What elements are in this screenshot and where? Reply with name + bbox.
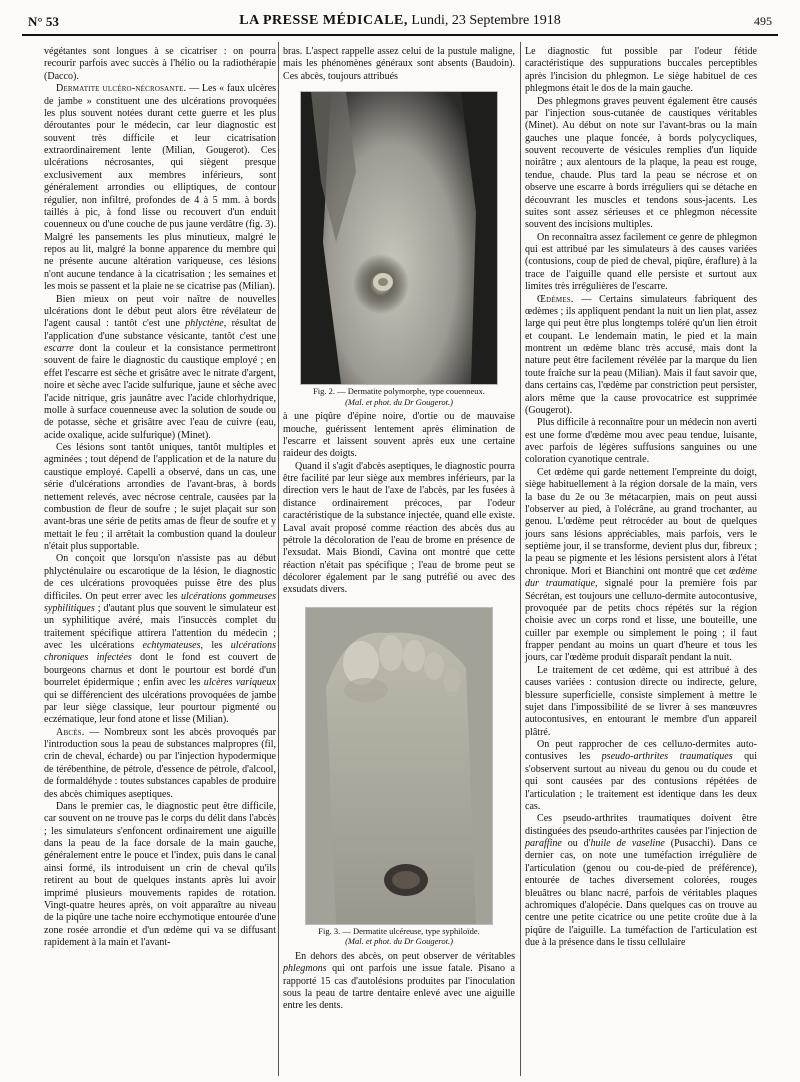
paragraph: On peut rapprocher de ces celluло-dermites auto-contusives les pseudo-arthrites traumatiques qui s'observent surtout au niveau du genou ou du coude et qui sont causées par des contusions répétées de l'articulation ; le traitement est identique dans les deux cas. bbox=[525, 739, 757, 812]
paragraph: Dans le premier cas, le diagnostic peut être difficile, car souvent on ne trouve pas le corps du délit dans l'abcès ; les simulateurs s'enfoncent ordinairement une aiguille dans la peau de la face dorsale de la main gauche, généralement entre le pouce et l'index, puis dans le canal ainsi formé, ils introduisent un crin de cheval qu'ils retirent au bout de quelques instants après lui avoir imprimé plusieurs mouvements rapides de rotation. Vingt-quatre heures après, on voit apparaître au niveau de la piqûre une tache noire ecchymotique entourée d'une zone rosée arrondie et d'un œdème qui va se diffusant rapidement à la main et l'avant- bbox=[44, 800, 276, 948]
section-heading: Œdèmes. bbox=[537, 293, 574, 305]
paragraph: Ces pseudo-arthrites traumatiques doivent être distinguées des pseudo-arthrites causées par l'injection de paraffine ou d'huile de vaseline (Pusacchi). Dans ce dernier cas, on note une tuméfaction irrégulière de l'articulation (genou ou cou-de-pied de préférence), entourée de taches diversement colorées, rouges bleuâtres ou blanc nacré, parfois de véritables plaques achromiques d'alopécie. Dans quelques cas on trouve au centre une petite cicatrice ou une petite croûte due à la piqûre de l'aiguille. La tuméfaction de l'articulation est due à la présence dans le tissu cellulaire bbox=[525, 813, 758, 948]
paragraph: Bien mieux on peut voir naître de nouvelles ulcérations dont le début peut alors être révélateur de l'agent causal : tantôt c'est une phlyctène, résultat de l'application d'une substance vésicante, tantôt c'est une escarre dont la couleur et la consistance permettront souvent de faire le diagnostic du caustique employé ; en effet l'escarre est sèche et grisâtre avec le nitrate d'argent, noire et sèche avec l'acide sulfurique, jaune et sèche avec l'acide nitrique, gris jaunâtre avec l'acide chlorhydrique, molle à surface couenneuse avec la solution de soude ou de potasse, sèche et grisâtre avec l'eau de cuivre (eau, acide oxalique, acide sulfurique) (Minet). bbox=[44, 293, 276, 441]
paragraph: Des phlegmons graves peuvent également être causés par l'injection sous-cutanée de caustiques véritables (Minet). Au début on note sur l'avant-bras ou la main gauches une plaque foncée, à bords polycycliques, souvent recouverte de vésicules remplies d'un liquide noirâtre ; aux alentours de la plaque, la peau est rouge, tendue, chaude. Plus tard la peau se nécrose et on observe une escarre à bords irréguliers qui se détache en découvrant les muscles et tendons sous-jacents. Les suites sont assez sérieuses et ce phlegmon nécessite souvent des incisions multiples. bbox=[525, 95, 757, 231]
paragraph: Plus difficile à reconnaître pour un médecin non averti est une forme d'œdème mou avec peau tendue, luisante, avec parfois de légères suffusions sanguines ou une coloration cyanotique centrale. bbox=[525, 417, 757, 466]
paragraph: bras. L'aspect rappelle assez celui de la pustule maligne, mais les phénomènes généraux sont absents (Baudoin). Ces abcès, toujours attribués bbox=[283, 46, 515, 82]
section-heading: Abcès. bbox=[56, 726, 85, 738]
column-2 bbox=[283, 46, 515, 1013]
figure-2-credit: (Mal. et phot. du Dr Gougerot.) bbox=[345, 396, 453, 407]
paragraph: Le traitement de cet œdème, qui est attribué à des causes variées : contusion directe ou indirecte, gelure, blessure superficielle, consiste simplement à mettre le sujet dans l'impossibilité de se livrer à ses manœuvres autocontusives, en entourant le membre d'un appareil plâtré. bbox=[525, 664, 757, 738]
page-header bbox=[22, 10, 778, 36]
issue-number: N° 53 bbox=[28, 14, 59, 29]
figure-2-image bbox=[301, 92, 497, 384]
paragraph: Quand il s'agit d'abcès aseptiques, le diagnostic pourra être facilité par leur siège aux membres inférieurs, par la direction vers le haut de l'axe de l'abcès, par les fusées à distance ordinairement précoces, par l'odeur caractéristique de la substance injectée, quand elle existe. Laval avait proposé comme réaction des abcès dus au pétrole la décoloration de l'eau de brome en présence de l'exsudat. Mais Biondi, Cavina ont montré que cette réaction n'était pas spécifique ; l'eau de brome peut se décolorer également par le sang putréfié ou avec des exsudats divers. bbox=[283, 460, 515, 596]
journal-title: LA PRESSE MÉDICALE, bbox=[239, 13, 408, 28]
column-1 bbox=[44, 46, 276, 949]
masthead bbox=[22, 13, 778, 29]
column-rule bbox=[520, 42, 521, 1076]
paragraph: à une piqûre d'épine noire, d'ortie ou de mauvaise mouche, guérissent lentement après élimination de l'escarre et laissent souvent après eux une certaine raideur des doigts. bbox=[283, 411, 515, 460]
figure-3-image bbox=[306, 608, 492, 924]
paragraph: On conçoit que lorsqu'on n'assiste pas au début phlycténulaire ou escarotique de la lésion, le diagnostic de ces ulcérations provoquées puisse être des plus difficiles. On peut errer avec les ulcérations gommeuses syphilitiques ; d'autant plus que souvent le simulateur est un syphilitique avéré, mais l'insuccès complet du traitement spécifique attirera l'attention du médecin ; avec les ulcérations echtymateuses, les ulcérations chroniques infectées dont le fond est couvert de bourgeons charnus et dont le pourtour est bordé d'un bourrelet épidermique ; enfin avec les ulcères variqueux qui se différencient des ulcérations provoquées de jambe par leur siège classique, leur pourtour pigmenté ou eczématique, leur fond atone et lisse (Milian). bbox=[44, 553, 277, 726]
paragraph: Œdèmes. — Certains simulateurs fabriquent des œdèmes ; ils appliquent pendant la nuit un lien plat, assez large qui peut être plus longtemps toléré qu'un lien étroit et coupant. Le lendemain matin, le pied et la main montrent un œdème blanc très accusé, mais dont la nature peut être facilement révélée par la marque du lien toute fraîche sur la peau (Milian). Mais il faut savoir que, dans certains cas, l'œdème par constriction peut persister, alors même que la cause provocatrice est supprimée (Gougerot). bbox=[525, 293, 757, 416]
column-3 bbox=[525, 46, 757, 949]
paragraph: En dehors des abcès, on peut observer de véritables phlegmons qui ont parfois une issue fatale. Pisano a rapporté 15 cas d'autolésions produites par l'inoculation sous la peau de tartre dentaire enlevé avec une aiguille entre les dents. bbox=[283, 950, 515, 1012]
paragraph: végétantes sont longues à se cicatriser : on pourra recourir parfois avec succès à l'hélio ou la radiothérapie (Dacco). bbox=[44, 46, 276, 82]
figure-2-photo bbox=[300, 91, 498, 385]
paragraph: Dermatite ulcéro-nécrosante. — Les « faux ulcères de jambe » constituent une des ulcérations provoquées les plus souvent notées durant cette guerre et les plus déroutantes pour le médecin, car leur diagnostic est souvent très difficile et leur cicatrisation extraordinairement lente (Milian, Gougerot). Ces ulcérations nécrosantes, qui siègent presque exclusivement aux membres inférieurs, sont généralement arrondies ou elliptiques, de contour régulier, non infiltré, profondes de 4 à 5 mm. à bords taillés à pic, à fond lisse ou recouvert d'un enduit couenneux ou d'une couche de pus jaune verdâtre (fig. 3). Malgré les pansements les plus minutieux, malgré le repos au lit, malgré la bonne apparence du membre qui ne présente aucune altération variqueuse, ces lésions n'ont aucune tendance à la cicatrisation ; les semaines et les mois se passent et la plaie ne se cicatrise pas (Milian). bbox=[44, 83, 276, 293]
paragraph: Cet œdème qui garde nettement l'empreinte du doigt, siège habituellement à la région dorsale de la main, vers la base du 2e ou 3e métacarpien, mais on peut aussi l'observer au pied, à l'olécrâne, au grand trochanter, au genou. L'œdème peut rétrocéder au bout de quelques jours sans lésions appréciables, mais parfois, vers le septième jour, il se transforme, devient plus dur, fibreux ; la peau se pigmente et les lésions persistent alors à l'état chronique. Mori et Bianchini ont montré que cet œdème dur traumatique, signalé pour la première fois par Sécrétan, est toujours une celluло-dermite autocontusive, provoquée par de petits chocs répétés sur la région choisie avec un corps rond et lisse, une bouteille, une cuiller par exemple ou simplement le poing ; il faut frapper pendant au moins un quart d'heure et tous les jours, car l'œdème produit disparaît pendant la nuit. bbox=[525, 466, 757, 664]
figure-3-credit: (Mal. et phot. du Dr Gougerot.) bbox=[345, 936, 453, 947]
figure-2-caption: Fig. 2. — Dermatite polymorphe, type couenneux. (Mal. et phot. du Dr Gougerot.) bbox=[313, 386, 485, 407]
figure-3-photo bbox=[305, 607, 493, 925]
column-rule bbox=[278, 42, 279, 1076]
issue-date: Lundi, 23 Septembre 1918 bbox=[411, 13, 561, 28]
figure-3-caption: Fig. 3. — Dermatite ulcéreuse, type syphiloïde. (Mal. et phot. du Dr Gougerot.) bbox=[318, 925, 480, 947]
section-heading: Dermatite ulcéro-nécrosante. bbox=[56, 83, 187, 95]
page-number: 495 bbox=[754, 14, 772, 28]
paragraph: On reconnaîtra assez facilement ce genre de phlegmon qui est attribué par les simulateurs à des causes variées (contusions, coup de pied de cheval, piqûre, éraflure) à la trace de l'aiguille quand elle persiste et surtout aux limites très irrégulières de l'escarre. bbox=[525, 231, 757, 293]
paragraph: Ces lésions sont tantôt uniques, tantôt multiples et agminées ; tout dépend de l'application et de la nature du caustique employé. Capelli a observé, dans un cas, une série d'ulcérations arrondies de l'avant-bras, à bords nettement relevés, avec nécrose centrale, causées par la combustion de fleur de soufre ; le sujet plaçait sur son avant-bras une série de petits amas de fleur de soufre et y mettait le feu ; il arrêtait la combustion quand la douleur n'était plus supportable. bbox=[44, 442, 276, 552]
paragraph: Le diagnostic fut possible par l'odeur fétide caractéristique des suppurations buccales perceptibles après l'incision du phlegmon. Le siège habituel de ces phlegmons était le dos de la main gauche. bbox=[525, 46, 757, 95]
paragraph: Abcès. — Nombreux sont les abcès provoqués par l'introduction sous la peau de substances malpropres (fil, crin de cheval, écharde) ou par l'injection hypodermique de térébenthine, de pétrole, d'essence de pétrole, d'alcool, de formaldéhyde : toutes substances capables de produire des abcès chimiques aseptiques. bbox=[44, 726, 276, 800]
